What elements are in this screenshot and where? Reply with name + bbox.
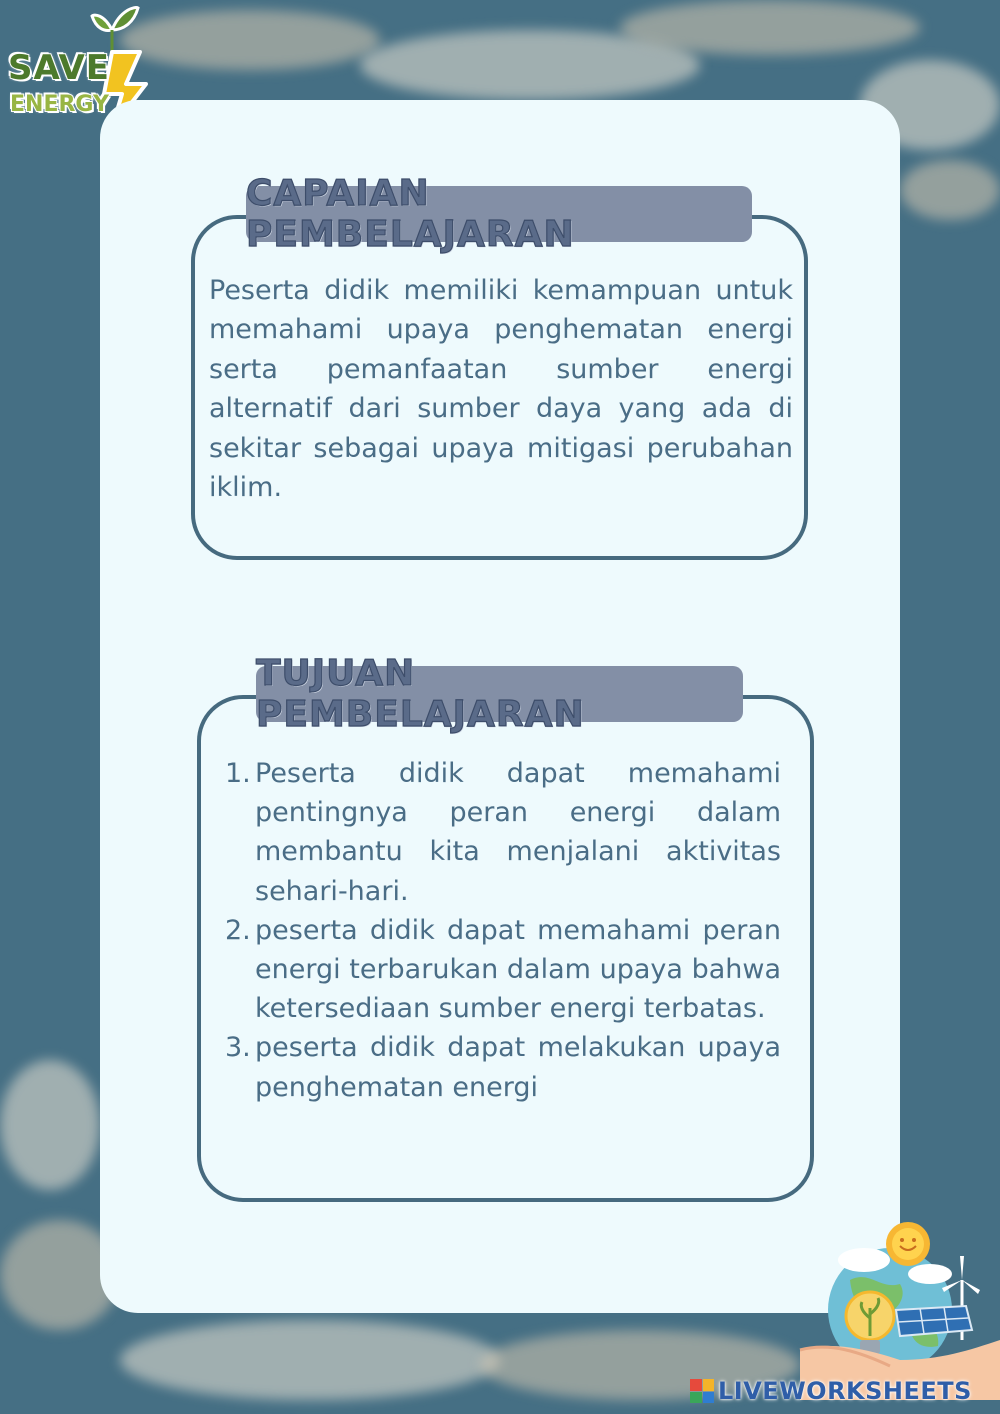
list-item-number: 2. [225,914,251,946]
list-item-text: peserta didik dapat memahami peran energi terbarukan dalam upaya bahwa ketersediaan sumber energi terbatas. [255,914,781,1025]
objectives-list [225,754,781,1107]
liveworksheets-logo-icon [690,1379,714,1403]
liveworksheets-text: LIVEWORKSHEETS [718,1377,972,1405]
liveworksheets-watermark [690,1374,972,1408]
list-item-number: 1. [225,758,251,789]
logo-energy-text: ENERGY [10,92,109,117]
tujuan-title-pill [256,653,743,735]
list-item-text: Peserta didik dapat memahami pentingnya peran energi dalam membantu kita menjalani aktivitas sehari-hari. [255,758,781,907]
renewable-energy-illustration [790,1200,1000,1400]
logo-save-text: SAVE [8,48,111,88]
list-item-text: peserta didik dapat melakukan upaya penghematan energi [255,1032,781,1103]
solar-panel-icon [896,1306,972,1336]
list-item [225,911,781,1029]
list-item [225,1028,781,1106]
list-item-number: 3. [225,1032,251,1064]
capaian-title-pill [246,173,752,255]
capaian-paragraph: Peserta didik memiliki kemampuan untuk memahami upaya penghematan energi serta pemanfaatan sumber energi alternatif dari sumber daya yang ada di sekitar sebagai upaya mitigasi perubahan iklim. [209,275,793,504]
tujuan-title: TUJUAN PEMBELAJARAN [256,653,585,735]
sun-icon [886,1222,930,1266]
list-item [225,754,781,911]
capaian-title: CAPAIAN PEMBELAJARAN [246,173,575,255]
